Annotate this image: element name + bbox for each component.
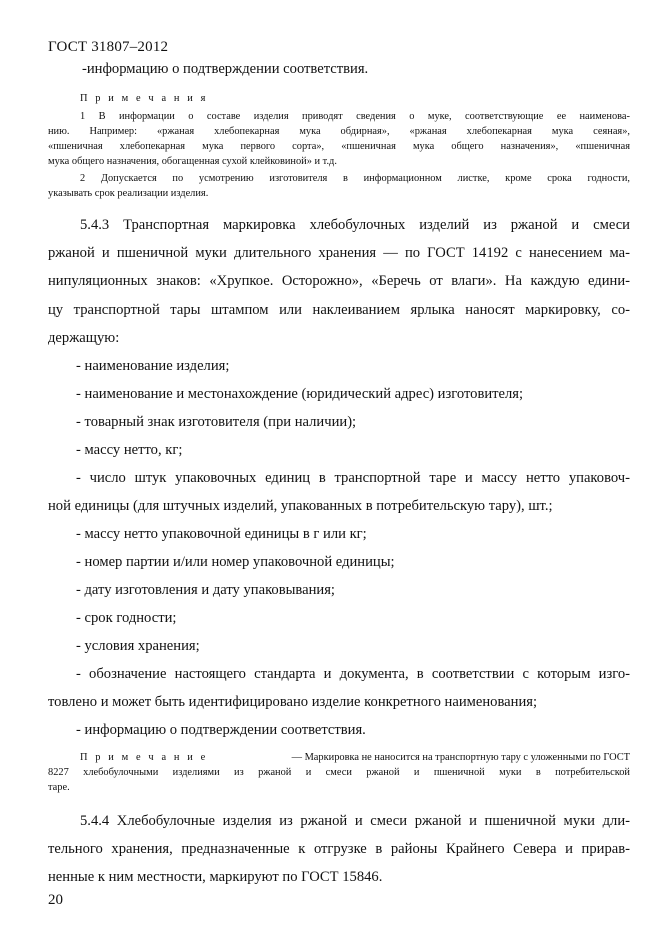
list-item: - товарный знак изготовителя (при наличии); [76,414,357,430]
list-item: - массу нетто, кг; [76,442,183,458]
paragraph-line: 5.4.4 Хлебобулочные изделия из ржаной и смеси ржаной и пшеничной муки дли- [80,813,630,829]
note-text: — Маркировка не наносится на транспортную тару с уложенными по ГОСТ [288,752,630,763]
page-number: 20 [48,892,63,908]
list-item: - условия хранения; [76,638,200,654]
note-line: указывать срок реализации изделия. [48,188,209,199]
list-item: - число штук упаковочных единиц в транспортной таре и массу нетто упаковоч- [76,470,630,486]
note-line: нию. Например: «ржаная хлебопекарная мука обдирная», «ржаная хлебопекарная мука сеяная», [48,126,630,137]
list-item: - наименование изделия; [76,358,230,374]
paragraph-line: нипуляционных знаков: «Хрупкое. Осторожно», «Беречь от влаги». На каждую едини- [48,273,630,289]
list-item-continuation: товлено и может быть идентифицировано изделие конкретного наименования; [48,694,538,710]
list-item: -информацию о подтверждении соответствия. [82,61,369,77]
list-item: - обозначение настоящего стандарта и документа, в соответствии с которым изго- [76,666,630,682]
paragraph-line: цу транспортной тары штампом или наклеиванием ярлыка наносят маркировку, со- [48,302,630,318]
list-item-continuation: ной единицы (для штучных изделий, упакованных в потребительскую тару), шт.; [48,498,553,514]
list-item: - дату изготовления и дату упаковывания; [76,582,335,598]
note-line: «пшеничная хлебопекарная мука первого сорта», «пшеничная мука общего назначения», «пшеничная [48,141,630,152]
paragraph-line: держащую: [48,330,120,346]
note-heading: П р и м е ч а н и е [80,752,208,763]
note-line: 8227 хлебобулочными изделиями из ржаной и смеси ржаной и пшеничной муки в потребительской [48,767,630,778]
notes-heading: П р и м е ч а н и я [80,93,208,104]
list-item: - срок годности; [76,610,177,626]
list-item: - массу нетто упаковочной единицы в г или кг; [76,526,367,542]
list-item: - информацию о подтверждении соответствия. [76,722,366,738]
note-line: таре. [48,782,70,793]
list-item: - номер партии и/или номер упаковочной единицы; [76,554,395,570]
note-first-line [80,752,630,763]
page-header: ГОСТ 31807–2012 [48,39,169,55]
paragraph-line: тельного хранения, предназначенные к отгрузке в районы Крайнего Севера и прирав- [48,841,630,857]
list-item: - наименование и местонахождение (юридический адрес) изготовителя; [76,386,524,402]
paragraph-line: ржаной и пшеничной муки длительного хранения — по ГОСТ 14192 с нанесением ма- [48,245,630,261]
note-line: 1 В информации о составе изделия приводят сведения о муке, соответствующие ее наименова- [80,111,630,122]
paragraph-line: ненные к ним местности, маркируют по ГОСТ 15846. [48,869,383,885]
paragraph-line: 5.4.3 Транспортная маркировка хлебобулочных изделий из ржаной и смеси [80,217,630,233]
note-line: мука общего назначения, обогащенная сухой клейковиной» и т.д. [48,156,337,167]
note-line: 2 Допускается по усмотрению изготовителя в информационном листке, кроме срока годности, [80,173,630,184]
